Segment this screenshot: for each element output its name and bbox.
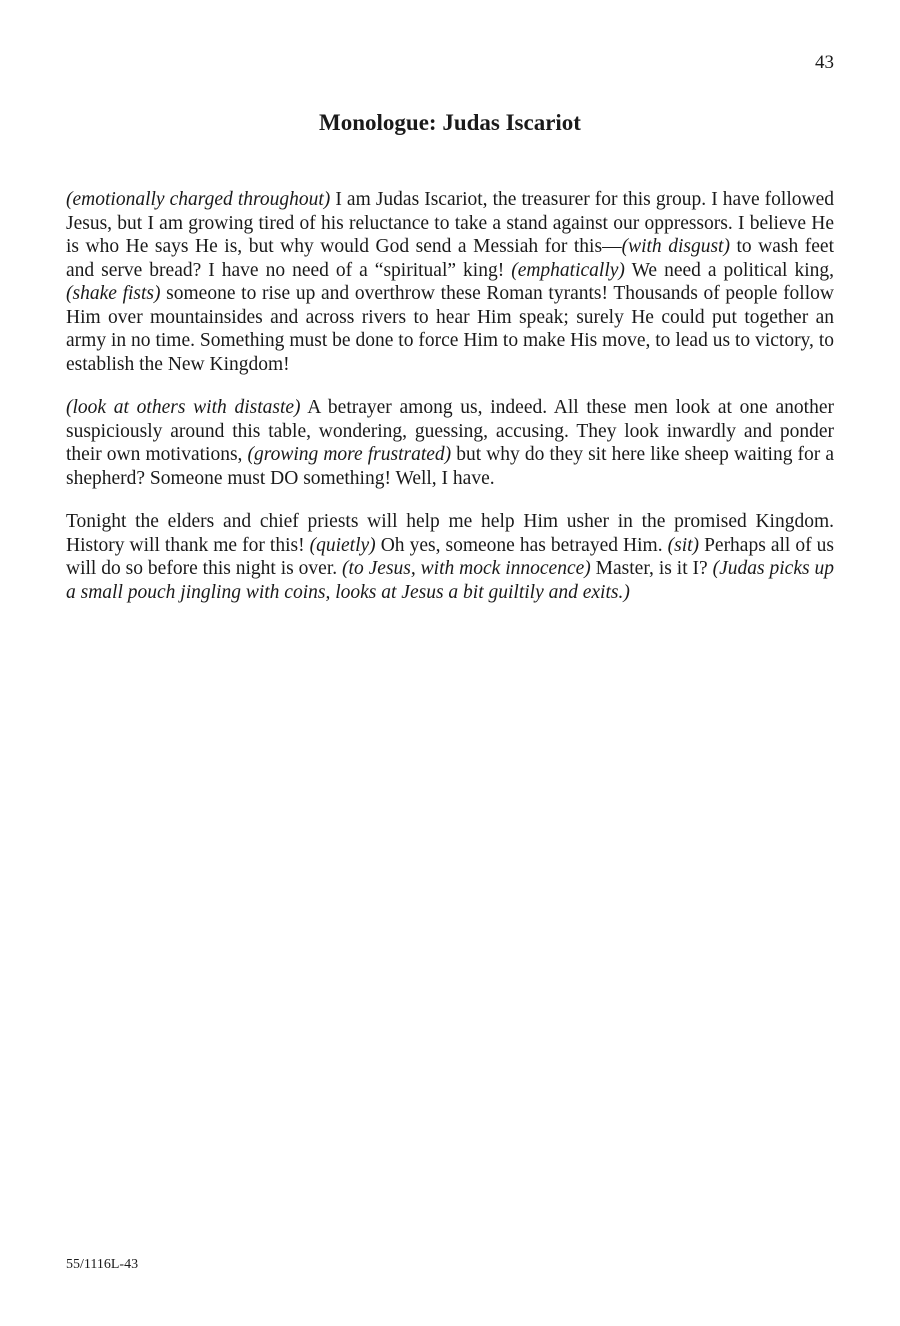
dialogue-text: Tonight the elders and chief priests will help me help Him usher in the promised Kingdom. History will thank me for this! — [66, 511, 834, 556]
dialogue-text: but why do they sit here like sheep waiting for a shepherd? Someone must DO something! Well, I have. — [66, 444, 834, 489]
stage-direction: (growing more frustrated) — [247, 444, 452, 465]
dialogue-text: A betrayer among us, indeed. All these men look at one another suspiciously around this table, wondering, guessing, accusing. They look inwardly and ponder their own motivations, — [66, 397, 834, 465]
paragraph — [66, 188, 834, 376]
dialogue-text: Master, is it I? — [590, 558, 713, 579]
stage-direction: (emotionally charged throughout) — [66, 189, 331, 210]
stage-direction: (Judas picks up a small pouch jingling with coins, looks at Jesus a bit guiltily and exits.) — [66, 558, 835, 603]
stage-direction: (shake fists) — [66, 283, 161, 304]
stage-direction: (quietly) — [309, 534, 376, 556]
page-title: Monologue: Judas Iscariot — [319, 110, 581, 135]
dialogue-text: to wash feet and serve bread? I have no need of a “spiritual” king! — [66, 236, 835, 281]
dialogue-text: I am Judas Iscariot, the treasurer for this group. I have followed Jesus, but I am growing tired of his reluctance to take a stand against our oppressors. I believe He is who He says He is, but why would God send a Messiah for this— — [66, 189, 834, 257]
stage-direction: (to Jesus, with mock innocence) — [342, 558, 591, 579]
dialogue-text: Oh yes, someone has betrayed Him. — [375, 534, 668, 556]
footer-code: 55/1116L-43 — [66, 1257, 139, 1272]
page-number: 43 — [815, 52, 834, 73]
stage-direction: (with disgust) — [621, 236, 730, 257]
dialogue-text: Perhaps all of us will do so before this night is over. — [66, 534, 834, 579]
stage-direction: (look at others with distaste) — [66, 397, 301, 418]
stage-direction: (sit) — [667, 534, 700, 556]
stage-direction: (emphatically) — [511, 259, 625, 281]
dialogue-text: We need a political king, — [624, 259, 834, 281]
dialogue-text: someone to rise up and overthrow these Roman tyrants! Thousands of people follow Him over mountainsides and across rivers to hear Him speak; surely He could put together an army in no time. Something must be done to force Him to make His move, to lead us to victory, to establish the New Kingdom! — [66, 283, 834, 375]
monologue-body — [66, 188, 834, 624]
paragraph — [66, 510, 834, 604]
paragraph — [66, 396, 834, 490]
